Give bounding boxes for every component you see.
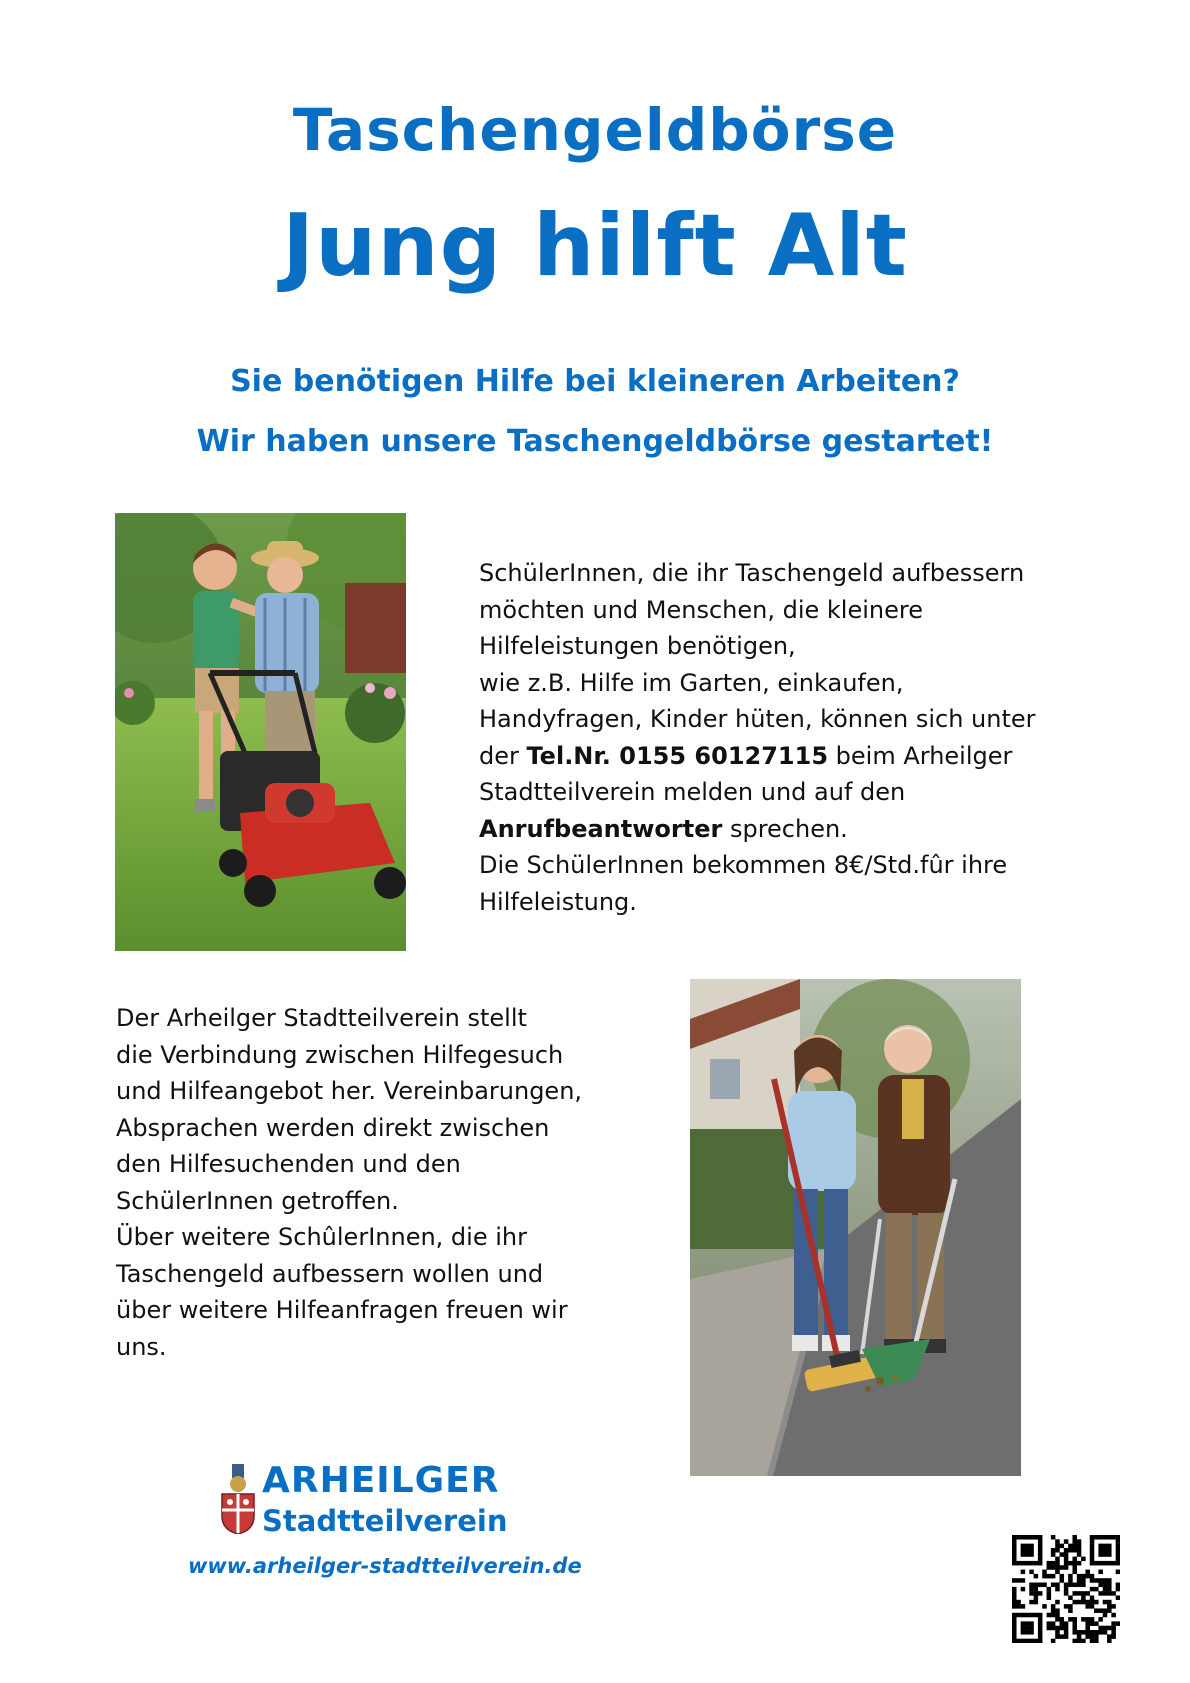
answering-machine-label: Anrufbeantworter <box>479 814 723 843</box>
intro-line: wie z.B. Hilfe im Garten, einkaufen, <box>479 668 904 697</box>
logo-title: ARHEILGER <box>262 1460 500 1501</box>
page-title: Taschengeldbörse <box>292 96 898 164</box>
about-line: und Hilfeangebot her. Vereinbarungen, <box>116 1077 583 1105</box>
phone-number: Tel.Nr. 0155 60127115 <box>526 741 829 770</box>
stadtteilverein-logo <box>220 1460 540 1540</box>
intro-line: beim Arheilger <box>828 741 1013 770</box>
qr-code-icon[interactable] <box>1012 1535 1120 1643</box>
about-line: SchülerInnen getroffen. <box>116 1186 399 1215</box>
about-line: Absprachen werden direkt zwischen <box>116 1113 550 1142</box>
page-slogan: Jung hilft Alt <box>282 196 908 296</box>
intro-line: Hilfeleistungen benötigen, <box>479 632 796 660</box>
subtitle-announcement: Wir haben unsere Taschengeldbörse gestartet! <box>196 424 994 459</box>
intro-line: möchten und Menschen, die kleinere <box>479 595 923 624</box>
intro-paragraph <box>479 555 1079 920</box>
about-line: Taschengeld aufbessern wollen und <box>116 1259 544 1288</box>
about-line: uns. <box>116 1332 167 1361</box>
photo-sweeping <box>690 979 1021 1476</box>
pay-line: Die SchülerInnen bekommen 8€/Std.fûr ihre <box>479 851 1008 879</box>
intro-line: SchülerInnen, die ihr Taschengeld aufbessern <box>479 559 1025 587</box>
about-line: über weitere Hilfeanfragen freuen wir <box>116 1296 568 1324</box>
about-line: die Verbindung zwischen Hilfegesuch <box>116 1040 564 1069</box>
about-line: Der Arheilger Stadtteilverein stellt <box>116 1004 527 1032</box>
coat-of-arms-icon <box>220 1464 256 1534</box>
about-paragraph <box>116 1000 616 1365</box>
intro-line: Handyfragen, Kinder hüten, können sich unter <box>479 705 1036 733</box>
intro-line: sprechen. <box>722 814 848 843</box>
logo-subtitle: Stadtteilverein <box>262 1504 508 1538</box>
intro-line: Stadtteilverein melden und auf den <box>479 778 906 806</box>
about-line: Über weitere SchûlerInnen, die ihr <box>116 1223 527 1251</box>
about-line: den Hilfesuchenden und den <box>116 1150 461 1178</box>
website-link[interactable]: www.arheilger-stadtteilverein.de <box>188 1554 582 1578</box>
photo-lawn-mowing <box>115 513 406 951</box>
pay-line: Hilfeleistung. <box>479 887 637 916</box>
subtitle-question: Sie benötigen Hilfe bei kleineren Arbeiten? <box>230 364 960 399</box>
intro-line: der <box>479 741 527 770</box>
